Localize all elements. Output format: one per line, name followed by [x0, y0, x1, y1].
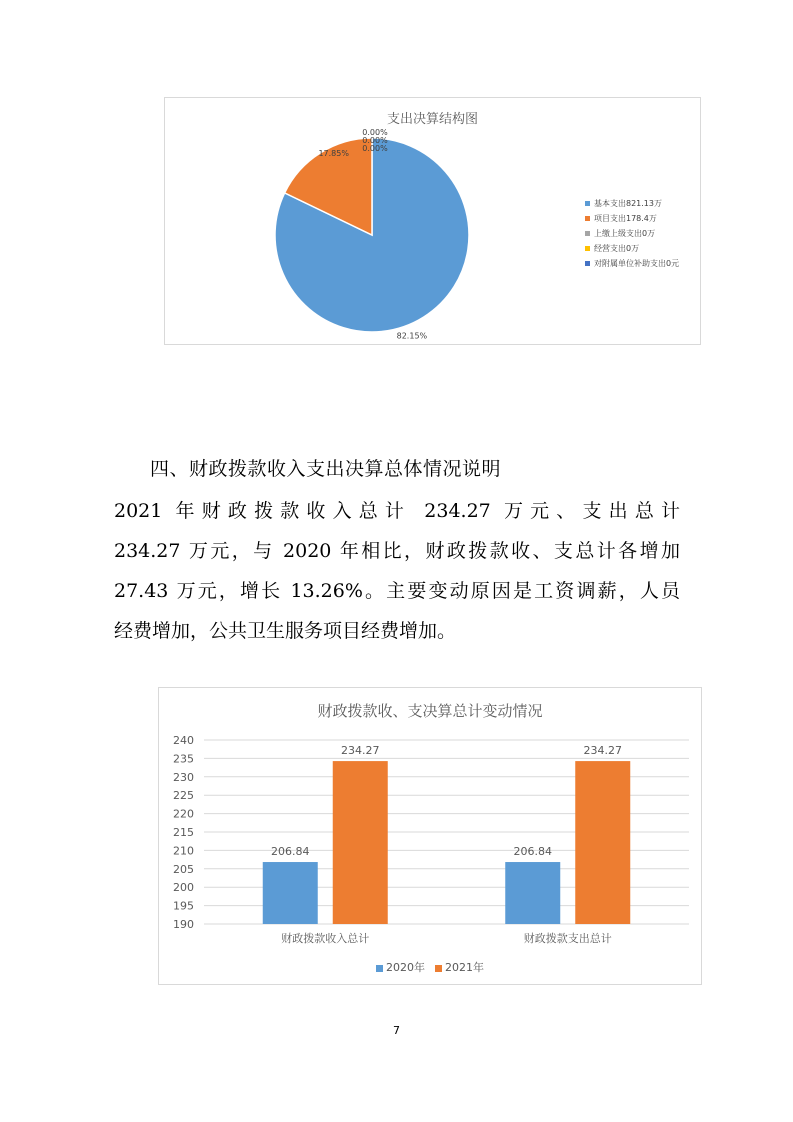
bar-chart-canvas — [159, 688, 701, 984]
bar-chart-title: 财政拨款收、支决算总计变动情况 — [317, 702, 543, 720]
legend-label: 2020年 — [386, 961, 425, 974]
paragraph-line: 234.27 万元，与 2020 年相比，财政拨款收、支总计各增加 — [114, 540, 680, 562]
legend-label: 上缴上级支出0万 — [594, 229, 656, 238]
legend-swatch — [585, 246, 590, 251]
y-tick-label: 235 — [173, 752, 194, 766]
legend-swatch — [376, 965, 383, 972]
legend-label: 2021年 — [445, 961, 484, 974]
y-tick-label: 200 — [173, 881, 194, 895]
pie-legend-item — [585, 196, 679, 211]
paragraph-line: 2021 年财政拨款收入总计 234.27 万元、支出总计 — [114, 500, 680, 522]
pie-zero-label: 0.00% — [362, 136, 388, 145]
pie-legend-item — [585, 211, 679, 226]
bar-data-label: 206.84 — [271, 845, 310, 859]
pie-legend-item — [585, 256, 679, 271]
bar — [333, 761, 388, 924]
bar-data-label: 234.27 — [583, 744, 622, 758]
paragraph-line: 27.43 万元，增长 13.26%。主要变动原因是工资调薪，人员 — [114, 580, 680, 602]
pie-data-label: 82.15% — [396, 331, 428, 341]
bar — [263, 862, 318, 924]
y-tick-label: 215 — [173, 826, 194, 839]
pie-zero-label: 0.00% — [362, 128, 388, 137]
x-category-label: 财政拨款支出总计 — [523, 932, 612, 945]
page-number: 7 — [393, 1024, 400, 1037]
y-tick-label: 220 — [173, 807, 194, 821]
legend-label: 经营支出0万 — [594, 244, 640, 253]
bar-chart — [158, 687, 702, 985]
bar-legend-item — [376, 959, 425, 975]
paragraph-line: 经费增加，公共卫生服务项目经费增加。 — [114, 620, 457, 642]
pie-data-label: 17.85% — [318, 149, 349, 159]
bar — [505, 862, 560, 924]
y-tick-label: 210 — [173, 844, 194, 858]
legend-swatch — [435, 965, 442, 972]
pie-legend-item — [585, 241, 679, 256]
pie-zero-label: 0.00% — [362, 144, 388, 153]
legend-label: 基本支出821.13万 — [594, 199, 662, 208]
y-tick-label: 230 — [173, 770, 194, 784]
legend-label: 项目支出178.4万 — [594, 214, 657, 223]
pie-legend-item — [585, 226, 679, 241]
y-tick-label: 225 — [173, 789, 194, 803]
y-tick-label: 190 — [173, 918, 194, 931]
legend-label: 对附属单位补助支出0元 — [594, 259, 680, 268]
legend-swatch — [585, 261, 590, 266]
legend-swatch — [585, 201, 590, 206]
bar-legend-item — [435, 959, 484, 975]
pie-legend — [585, 196, 679, 271]
pie-chart — [164, 97, 701, 345]
legend-swatch — [585, 216, 590, 221]
bar-legend — [159, 959, 701, 975]
pie-chart-title: 支出决算结构图 — [386, 112, 478, 127]
y-tick-label: 195 — [173, 899, 194, 913]
bar — [575, 761, 630, 924]
x-category-label: 财政拨款收入总计 — [281, 932, 370, 945]
bar-data-label: 206.84 — [513, 845, 552, 859]
legend-swatch — [585, 231, 590, 236]
y-tick-label: 205 — [173, 862, 194, 876]
bar-data-label: 234.27 — [341, 744, 380, 758]
y-tick-label: 240 — [173, 734, 194, 747]
section-heading: 四、财政拨款收入支出决算总体情况说明 — [150, 458, 502, 480]
